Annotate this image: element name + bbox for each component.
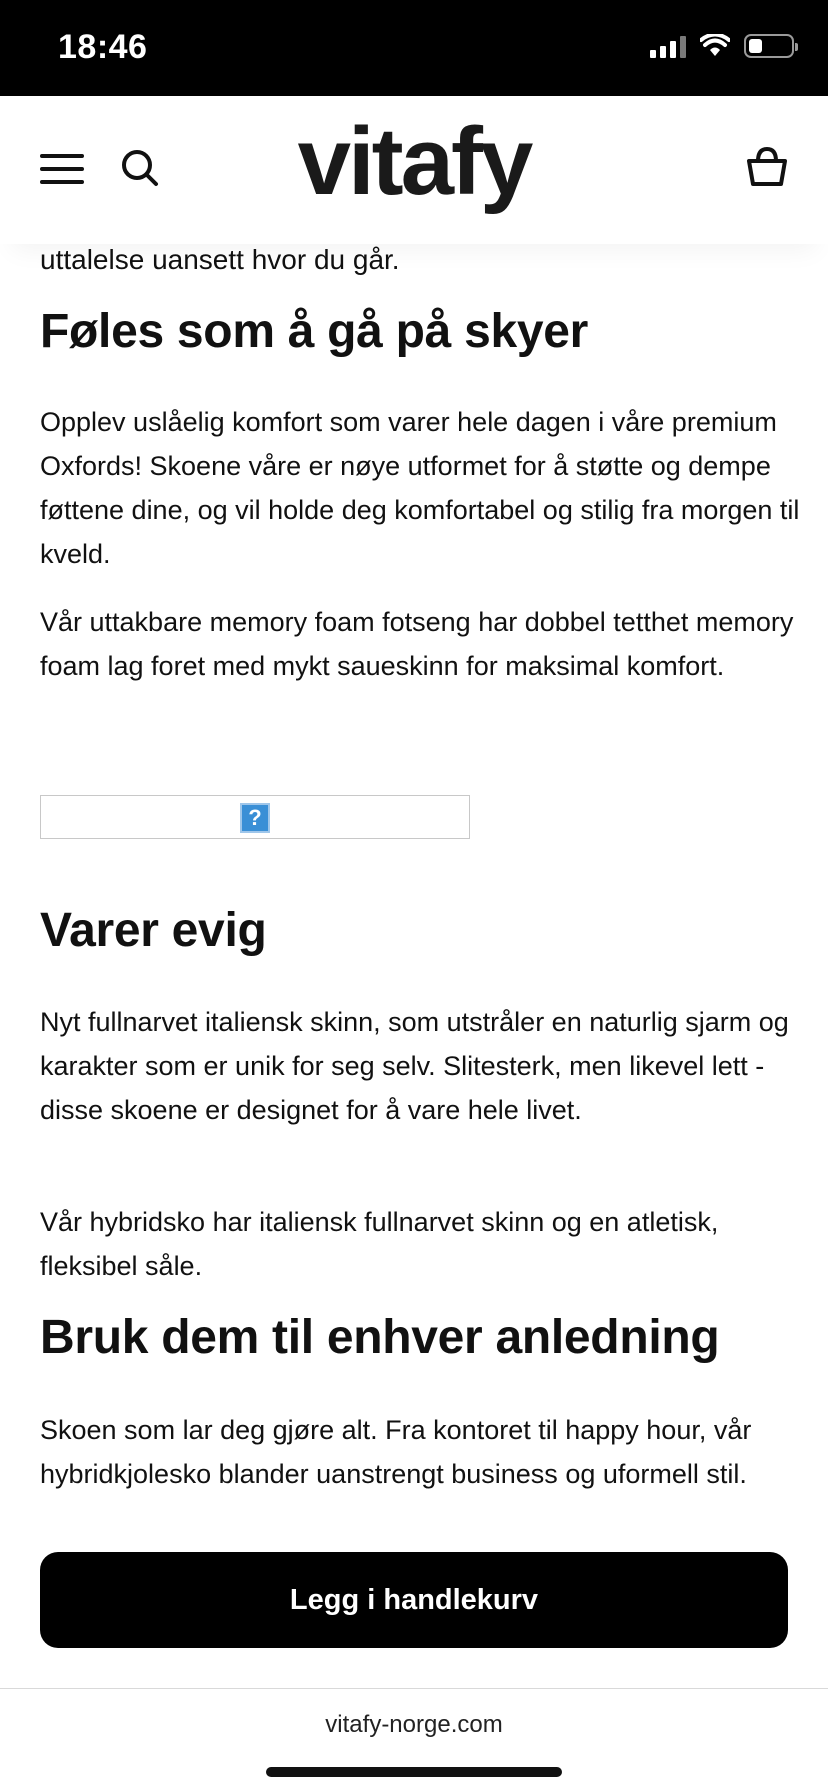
section-title-comfort: Føles som å gå på skyer bbox=[40, 305, 589, 358]
battery-icon bbox=[744, 34, 794, 58]
section-comfort-paragraph-2: Vår uttakbare memory foam fotseng har dobbel tetthet memory foam lag foret med mykt saueskinn for maksimal komfort. bbox=[40, 607, 794, 681]
vitafy-logo[interactable]: vitafy bbox=[297, 108, 531, 215]
add-to-cart-button[interactable]: Legg i handlekurv bbox=[40, 1552, 788, 1648]
wifi-icon bbox=[700, 34, 730, 58]
section-occasion-paragraph-1: Skoen som lar deg gjøre alt. Fra kontoret til happy hour, vår hybridkjolesko blander uanstrengt business og uformell stil. bbox=[40, 1415, 752, 1489]
broken-image-placeholder bbox=[40, 795, 470, 839]
url-text[interactable]: vitafy-norge.com bbox=[325, 1711, 503, 1738]
section-title-durability: Varer evig bbox=[40, 904, 267, 957]
browser-address-bar bbox=[0, 1688, 828, 1792]
section-durability-paragraph-1: Nyt fullnarvet italiensk skinn, som utstråler en naturlig sjarm og karakter som er unik for seg selv. Slitesterk, men likevel lett - disse skoene er designet for å vare hele livet. bbox=[40, 1007, 789, 1125]
cellular-signal-icon bbox=[650, 34, 686, 58]
section-durability-paragraph-2: Vår hybridsko har italiensk fullnarvet skinn og en atletisk, fleksibel såle. bbox=[40, 1207, 719, 1281]
site-header bbox=[0, 96, 828, 244]
broken-image-icon: ? bbox=[240, 803, 270, 833]
status-bar bbox=[0, 0, 828, 96]
status-icons bbox=[650, 34, 794, 58]
home-indicator[interactable] bbox=[266, 1767, 562, 1777]
intro-text-tail: uttalelse uansett hvor du går. bbox=[40, 244, 400, 275]
section-title-occasion: Bruk dem til enhver anledning bbox=[40, 1311, 720, 1364]
status-time: 18:46 bbox=[58, 28, 148, 66]
section-comfort-paragraph-1: Opplev uslåelig komfort som varer hele dagen i våre premium Oxfords! Skoene våre er nøye utformet for å støtte og dempe føttene dine, og vil holde deg komfortabel og stilig fra morgen til kveld. bbox=[40, 407, 800, 569]
basket-icon[interactable] bbox=[746, 146, 788, 188]
